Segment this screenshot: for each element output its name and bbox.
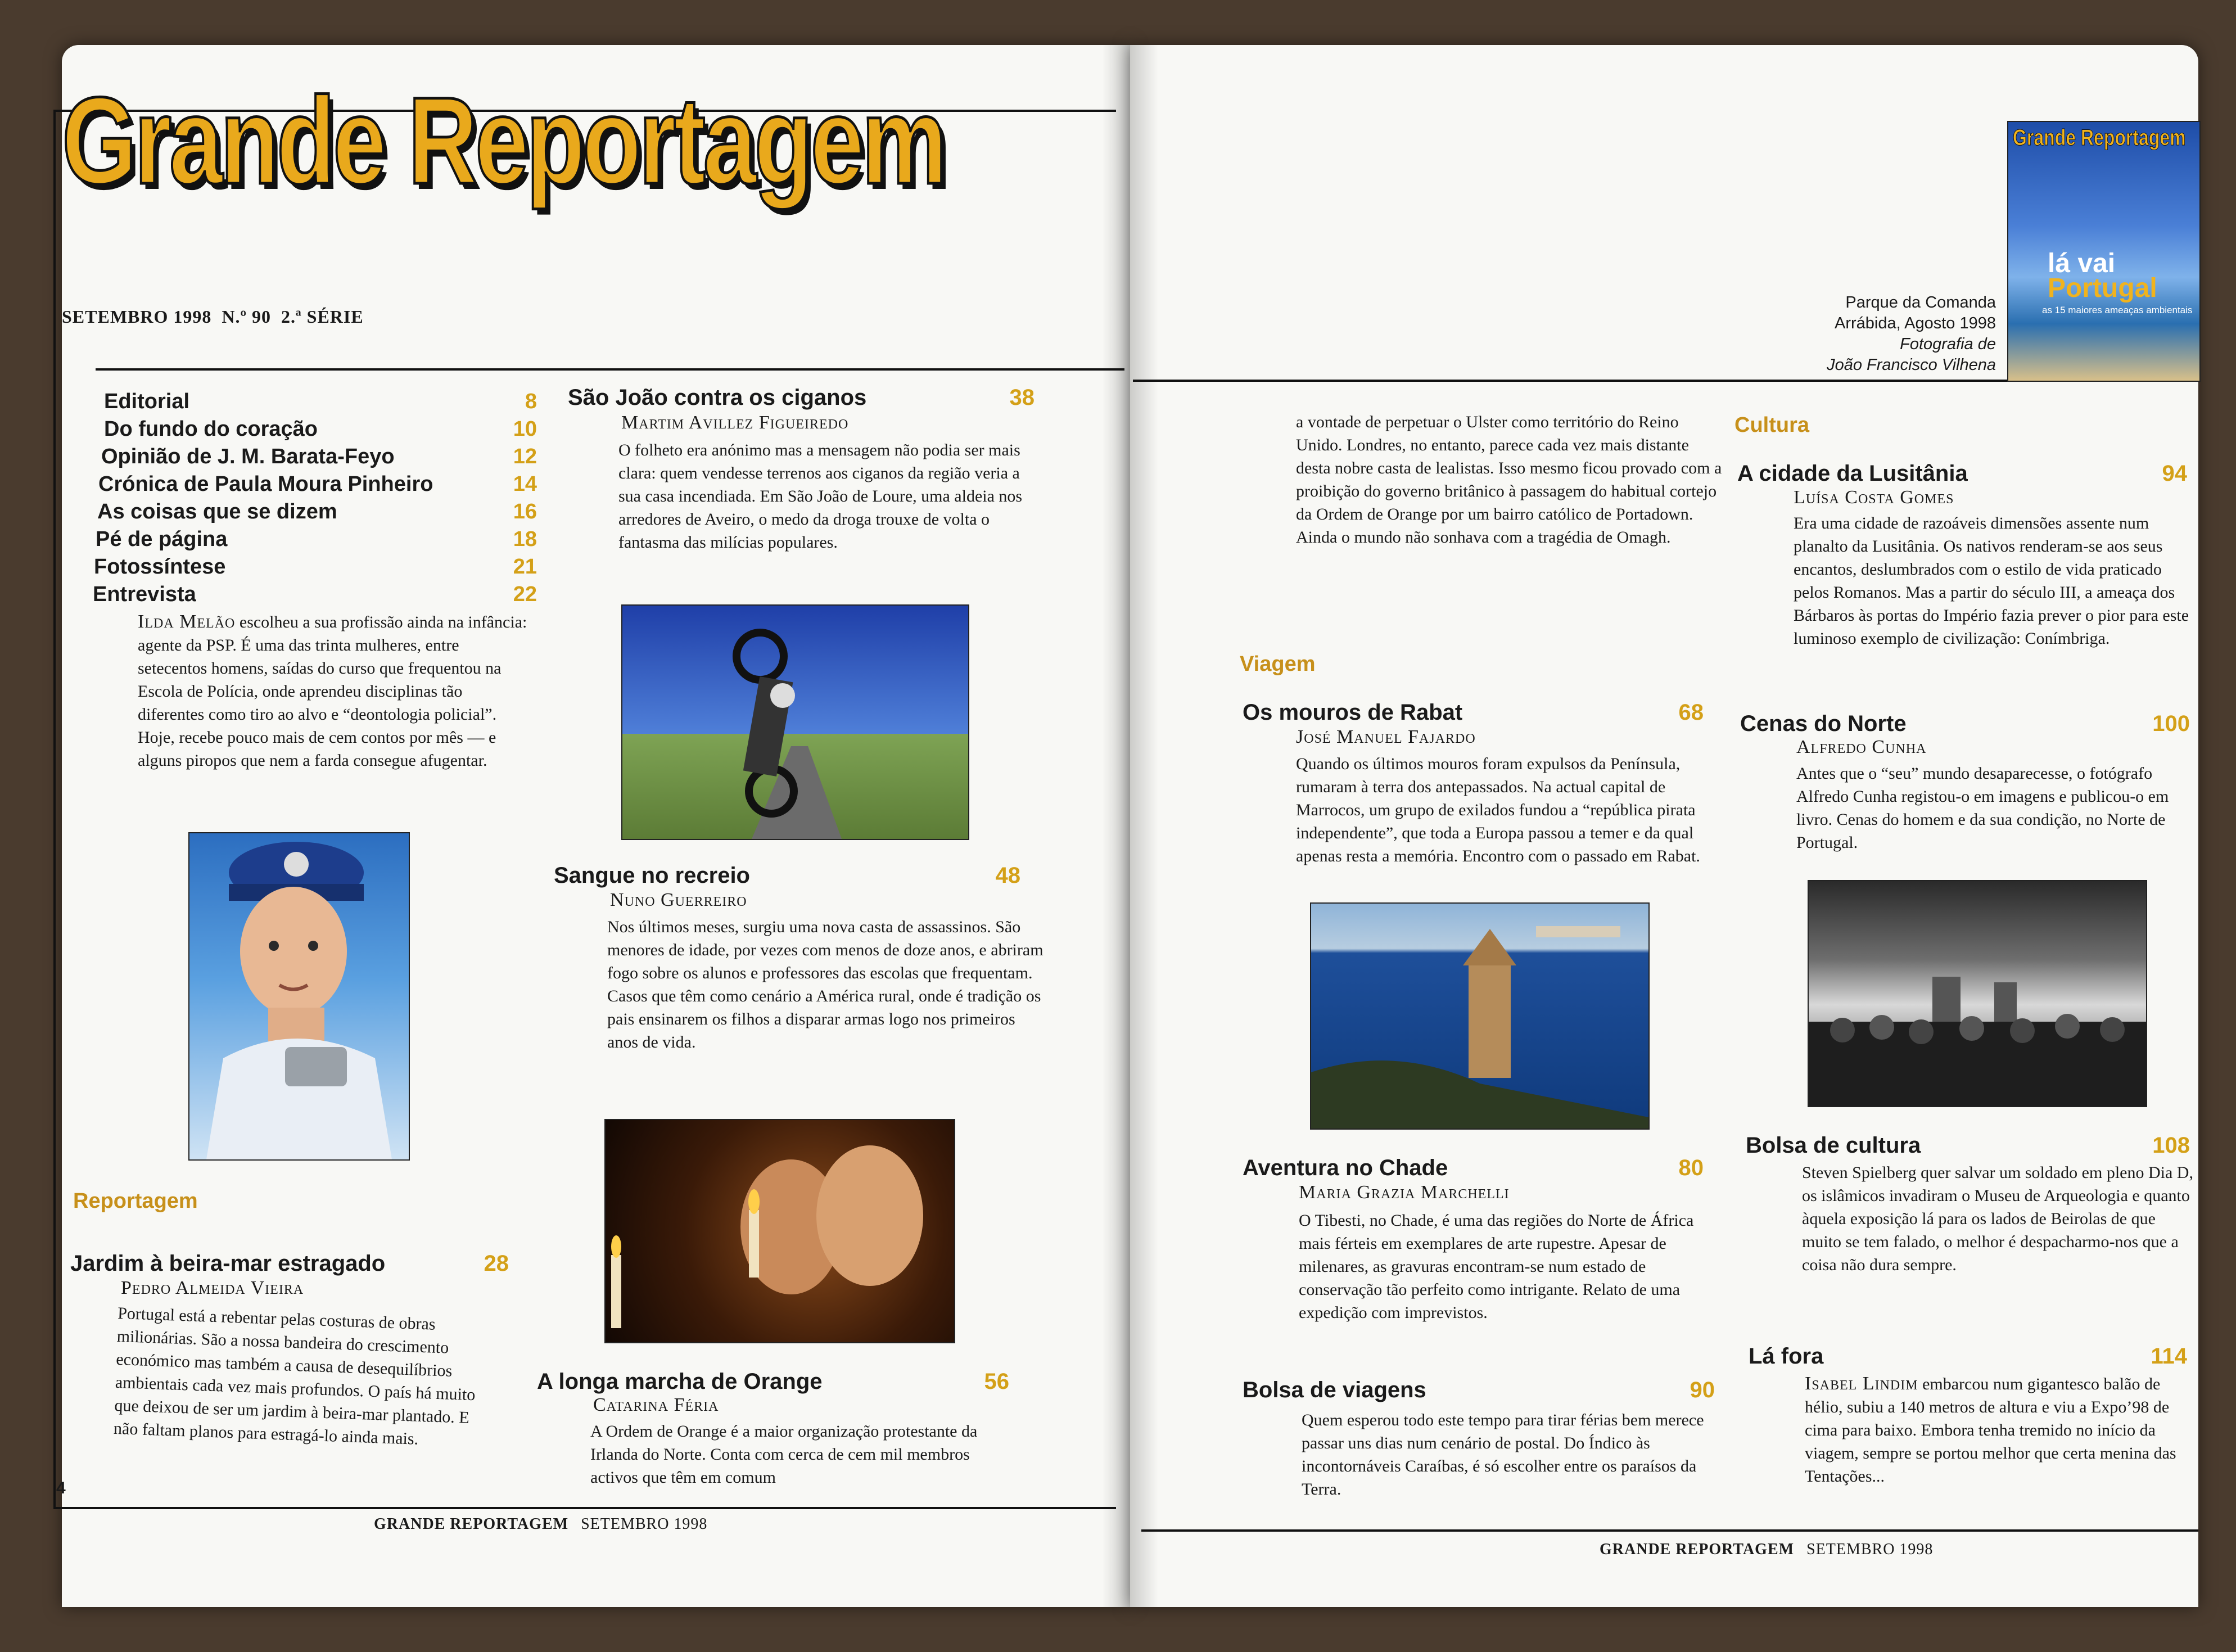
photo-candlelight-vigil [604, 1119, 955, 1343]
article-title-sao-joao[interactable] [568, 385, 1035, 410]
toc-item[interactable] [94, 553, 537, 581]
toc-item[interactable] [96, 526, 537, 553]
bolsa-viagens-text: Quem esperou todo este tempo para tirar férias bem merece passar uns dias num cenário de postal. Do Índico às incontornáveis Caraíbas, é só escolher entre os paraísos da Terra. [1302, 1411, 1704, 1498]
toc-page: 12 [513, 445, 537, 468]
article-page: 80 [1678, 1156, 1704, 1180]
cover-headline-1: lá vai [2048, 249, 2116, 278]
section-viagem: Viagem [1240, 652, 1316, 676]
footer-right [1600, 1541, 1933, 1559]
toc-item[interactable] [104, 388, 537, 416]
article-title-la-fora[interactable] [1749, 1344, 2187, 1369]
cover-headline-2: Portugal [2048, 273, 2157, 303]
footer-month: SETEMBRO 1998 [581, 1515, 708, 1533]
issue-series: 2.ª SÉRIE [281, 306, 364, 327]
entrevista-text: escolheu a sua profissão ainda na infância: agente da PSP. É uma das trinta mulheres, entre setecentos homens, saídas do curso que frequentou na Escola de Polícia, onde aprendeu disciplinas tão diferentes como tiro ao alvo e “deontologia policial”. Hoje, recebe pouco mais de cem contos por mês — e alguns piropos que nem a farda consegue afugentar. [138, 613, 527, 770]
issue-month: SETEMBRO 1998 [62, 306, 212, 327]
toc-item[interactable] [97, 498, 537, 526]
photo-rabat-fortress [1310, 902, 1650, 1130]
sangue-text: Nos últimos meses, surgiu uma nova casta de assassinos. São menores de idade, por vezes com menos de doze anos, e abriram fogo sobre os alunos e professores das escolas que frequentam. Casos que têm como cenário a América rural, onde é tradição os pais ensinarem os filhos a disparar armas logo nos primeiros anos de vida. [607, 918, 1044, 1051]
la-fora-body: embarcou num gigantesco balão de hélio, subiu a 140 metros de altura e viu a Expo’98 de cima para baixo. Embora tenha tremido no início da viagem, sempre se portou melhor que certa menina das Tentações... [1805, 1375, 2176, 1486]
article-title-text: São João contra os ciganos [568, 385, 867, 410]
page-number-left: 4 [56, 1479, 66, 1497]
bottom-rule-left [53, 1507, 1116, 1509]
article-page: 28 [484, 1251, 509, 1276]
footer-magazine: GRANDE REPORTAGEM [1600, 1541, 1795, 1558]
article-title-chade[interactable] [1243, 1156, 1704, 1181]
orange-text: A Ordem de Orange é a maior organização protestante da Irlanda do Norte. Conta com cerca de cem mil membros activos que têm em comum [590, 1422, 978, 1487]
toc-label: Crónica de Paula Moura Pinheiro [98, 472, 433, 496]
header-rule-left [96, 368, 1124, 371]
toc-page: 10 [513, 417, 537, 441]
toc-item[interactable] [98, 471, 537, 498]
toc-label: Editorial [104, 390, 190, 413]
cover-headline [2048, 251, 2157, 301]
article-title-lusitania[interactable] [1737, 461, 2187, 486]
article-title-bolsa-cultura[interactable] [1746, 1133, 2190, 1158]
bolsa-cultura-text: Steven Spielberg quer salvar um soldado em pleno Dia D, os islâmicos invadiram o Museu de Arqueologia e quanto àquela exposição lá para os lados de Beirolas de que muito se tem falado, o melhor é despacharmo-nos que a coisa não dura sempre. [1802, 1163, 2193, 1274]
article-title-text: Os mouros de Rabat [1243, 700, 1463, 725]
footer-left [374, 1515, 707, 1533]
toc-label: Pé de página [96, 527, 228, 551]
article-author: Maria Grazia Marchelli [1299, 1182, 1510, 1203]
toc-page: 16 [513, 500, 537, 523]
magazine-logo: Grande Reportagem [62, 71, 945, 210]
toc-label: Do fundo do coração [104, 417, 318, 441]
rabat-text: Quando os últimos mouros foram expulsos da Península, rumaram à terra dos antepassados. Na actual capital de Marrocos, um grupo de exilados fundou a “república pirata independente”, que toda a Europa passou a temer e da qual apenas resta a memória. Encontro com o passado em Rabat. [1296, 755, 1700, 865]
article-title-text: Aventura no Chade [1243, 1156, 1448, 1180]
toc-item[interactable] [93, 581, 537, 608]
article-title-sangue[interactable] [554, 863, 1020, 888]
chade-text: O Tibesti, no Chade, é uma das regiões do Norte de África mais férteis em exemplares de arte rupestre. Apesar de milenares, as gravuras encontram-se num estado de conservação tão perfeito como intrigante. Relato de uma expedição com imprevistos. [1299, 1211, 1694, 1322]
article-title-rabat[interactable] [1243, 700, 1704, 725]
photo-motorcycle-wheelie [621, 604, 969, 840]
cover-mini-title: Grande Reportagem [2013, 125, 2186, 150]
credit-line: João Francisco Vilhena [1827, 356, 1996, 374]
toc-page: 14 [513, 472, 537, 496]
issue-number: N.º 90 [222, 306, 272, 327]
toc-label: As coisas que se dizem [97, 500, 337, 523]
cover-subline: as 15 maiores ameaças ambientais [2042, 305, 2193, 315]
article-author: José Manuel Fajardo [1296, 726, 1476, 747]
reportagem-text: Portugal está a rebentar pelas costuras de obras milionárias. São a nossa bandeira do crescimento económico mas também a causa de desequilíbrios ambientais cada vez mais profundos. O país há muito que deixou de ser um jardim à beira-mar plantado. E não faltam planos para estragá-lo ainda mais. [113, 1303, 476, 1448]
article-page: 38 [1009, 385, 1035, 410]
section-cultura: Cultura [1734, 413, 1809, 437]
toc-page: 18 [513, 527, 537, 551]
credit-line: Arrábida, Agosto 1998 [1835, 314, 1996, 332]
page-gutter [1102, 45, 1158, 1607]
footer-month: SETEMBRO 1998 [1806, 1541, 1934, 1558]
article-author: Isabel Lindim [1805, 1373, 1918, 1394]
article-page: 114 [2151, 1344, 2187, 1369]
toc-label: Entrevista [93, 583, 196, 606]
sao-joao-text: O folheto era anónimo mas a mensagem não podia ser mais clara: quem vendesse terrenos aos ciganos da região veria a sua casa incendiada. Em São João de Loure, uma aldeia nos arredores de Aveiro, o medo da droga trouxe de volta o fantasma das milícias populares. [618, 441, 1023, 552]
cenas-norte-text: Antes que o “seu” mundo desaparecesse, o fotógrafo Alfredo Cunha registou-o em imagens e publicou-o em livro. Cenas do homem e da sua condição, no Norte de Portugal. [1796, 764, 2169, 852]
left-rule [53, 110, 56, 1507]
article-page: 68 [1678, 700, 1704, 725]
article-title-jardim[interactable] [70, 1251, 509, 1276]
article-author: Martim Avillez Figueiredo [621, 412, 849, 433]
credit-line: Parque da Comanda [1845, 294, 1996, 312]
article-title-cenas-norte[interactable] [1740, 711, 2190, 737]
credit-line: Fotografia de [1900, 335, 1996, 353]
article-title-orange[interactable] [537, 1369, 1009, 1394]
toc-item[interactable] [104, 416, 537, 443]
cover-thumbnail[interactable] [2007, 121, 2201, 382]
article-author: Alfredo Cunha [1796, 737, 1927, 757]
article-page: 94 [2162, 461, 2187, 486]
article-page: 56 [984, 1369, 1009, 1394]
bottom-rule-right [1141, 1529, 2198, 1532]
article-title-text: A longa marcha de Orange [537, 1369, 823, 1394]
article-title-text: A cidade da Lusitânia [1737, 461, 1968, 486]
section-reportagem: Reportagem [73, 1189, 198, 1213]
article-title-bolsa-viagens[interactable] [1243, 1378, 1715, 1403]
toc-page: 22 [513, 583, 537, 606]
toc-label: Opinião de J. M. Barata-Feyo [101, 445, 395, 468]
toc-page: 8 [525, 390, 537, 413]
article-title-text: Bolsa de viagens [1243, 1378, 1426, 1402]
article-author: Pedro Almeida Vieira [121, 1278, 304, 1298]
entrevista-summary [138, 610, 531, 772]
article-page: 90 [1690, 1378, 1715, 1402]
article-title-text: Sangue no recreio [554, 863, 750, 888]
toc-page: 21 [513, 555, 537, 579]
lusitania-text: Era uma cidade de razoáveis dimensões assente num planalto da Lusitânia. Os nativos renderam-se aos seus encantos, deslumbrados com o estilo de vida praticado pelos Romanos. Mas a partir do século III, a ameaça dos Bárbaros às portas do Império fazia prever o pior para este luminoso exemplo de civilização: Conímbriga. [1794, 514, 2189, 648]
article-title-text: Bolsa de cultura [1746, 1133, 1921, 1158]
article-title-text: Jardim à beira-mar estragado [70, 1251, 386, 1276]
article-author: Nuno Guerreiro [610, 890, 747, 910]
la-fora-text [1805, 1372, 2193, 1488]
article-page: 48 [995, 863, 1020, 888]
photo-cenas-do-norte [1808, 880, 2147, 1107]
toc-label: Fotossíntese [94, 555, 226, 579]
photo-police-officer [188, 832, 410, 1161]
article-title-text: Cenas do Norte [1740, 711, 1907, 736]
issue-line [62, 306, 364, 327]
cover-credit [1749, 292, 1996, 376]
toc-list [42, 388, 537, 608]
article-author: Luísa Costa Gomes [1794, 487, 1954, 508]
article-title-text: Lá fora [1749, 1344, 1824, 1369]
orange-continuation: a vontade de perpetuar o Ulster como território do Reino Unido. Londres, no entanto, parece cada vez mais distante desta nobre casta de lealistas. Isso mesmo ficou provado com a proibição do governo britânico à passagem do habitual cortejo da Ordem de Orange por um bairro católico de Portadown. Ainda o mundo não sonhava com a tragédia de Omagh. [1296, 413, 1722, 547]
article-page: 100 [2152, 711, 2190, 736]
entrevista-lead-name: Ilda Melão [138, 611, 236, 632]
article-author: Catarina Féria [593, 1394, 719, 1415]
article-page: 108 [2152, 1133, 2190, 1158]
toc-item[interactable] [101, 443, 537, 471]
footer-magazine: GRANDE REPORTAGEM [374, 1515, 569, 1533]
